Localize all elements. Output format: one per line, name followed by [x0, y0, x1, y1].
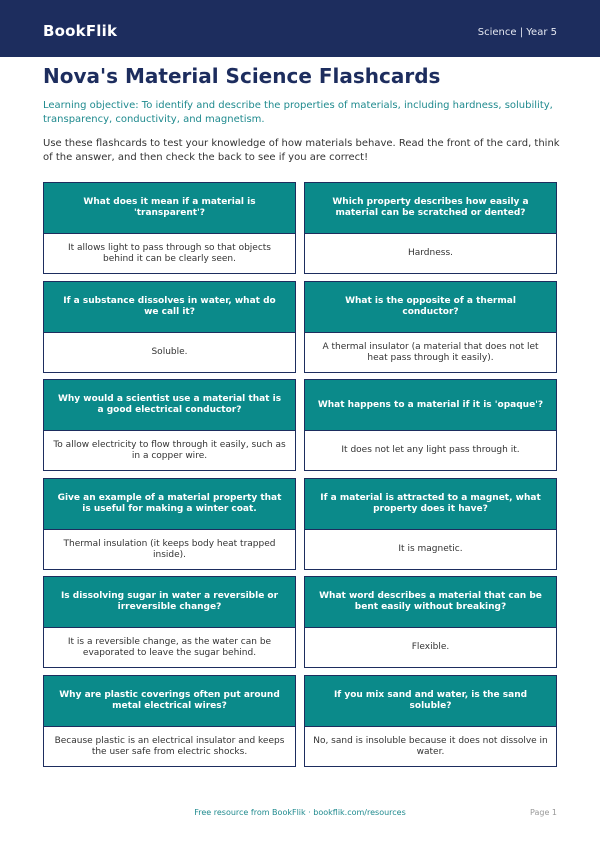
- flashcard-front: If a material is attracted to a magnet, what property does it have?: [305, 479, 556, 529]
- flashcard-front: Is dissolving sugar in water a reversible or irreversible change?: [44, 577, 295, 627]
- flashcard-back: It is magnetic.: [305, 529, 556, 569]
- flashcard[interactable]: [43, 576, 296, 668]
- flashcard[interactable]: [304, 675, 557, 767]
- flashcard[interactable]: [43, 281, 296, 373]
- flashcard-front: If a substance dissolves in water, what do we call it?: [44, 282, 295, 332]
- flashcard-front: What is the opposite of a thermal conductor?: [305, 282, 556, 332]
- flashcard-back: It is a reversible change, as the water can be evaporated to leave the sugar behind.: [44, 627, 295, 667]
- flashcard-back: It allows light to pass through so that objects behind it can be clearly seen.: [44, 233, 295, 273]
- flashcard-back: A thermal insulator (a material that does not let heat pass through it easily).: [305, 332, 556, 372]
- flashcard-front: What word describes a material that can be bent easily without breaking?: [305, 577, 556, 627]
- flashcard-back: Flexible.: [305, 627, 556, 667]
- top-bar: [0, 0, 600, 57]
- flashcard-front: What does it mean if a material is 'transparent'?: [44, 183, 295, 233]
- flashcard-back: Hardness.: [305, 233, 556, 273]
- flashcard[interactable]: [304, 478, 557, 570]
- flashcard[interactable]: [304, 281, 557, 373]
- flashcard-back: Soluble.: [44, 332, 295, 372]
- subject-year-label: Science | Year 5: [477, 27, 557, 38]
- page-number: Page 1: [530, 808, 557, 817]
- flashcard-front: If you mix sand and water, is the sand soluble?: [305, 676, 556, 726]
- flashcard-back: No, sand is insoluble because it does not dissolve in water.: [305, 726, 556, 766]
- flashcard-back: Because plastic is an electrical insulator and keeps the user safe from electric shocks.: [44, 726, 295, 766]
- flashcard-front: Why are plastic coverings often put around metal electrical wires?: [44, 676, 295, 726]
- flashcard-front: What happens to a material if it is 'opaque'?: [305, 380, 556, 430]
- flashcard[interactable]: [43, 379, 296, 471]
- brand-logo[interactable]: BookFlik: [43, 22, 118, 40]
- flashcard-back: It does not let any light pass through it.: [305, 430, 556, 470]
- flashcard[interactable]: [43, 182, 296, 274]
- flashcard-front: Why would a scientist use a material that is a good electrical conductor?: [44, 380, 295, 430]
- flashcard-front: Give an example of a material property that is useful for making a winter coat.: [44, 479, 295, 529]
- flashcard-front: Which property describes how easily a material can be scratched or dented?: [305, 183, 556, 233]
- instructions-text: Use these flashcards to test your knowledge of how materials behave. Read the front of the card, think of the answer, and then check the back to see if you are correct!: [43, 138, 560, 163]
- flashcard[interactable]: [304, 182, 557, 274]
- flashcard-back: Thermal insulation (it keeps body heat trapped inside).: [44, 529, 295, 569]
- flashcard[interactable]: [304, 379, 557, 471]
- learning-objective: Learning objective: To identify and describe the properties of materials, including hardness, solubility, transparency, conductivity, and magnetism.: [43, 100, 553, 125]
- flashcard[interactable]: [43, 675, 296, 767]
- footer-link[interactable]: Free resource from BookFlik · bookflik.com/resources: [194, 808, 406, 817]
- flashcard-back: To allow electricity to flow through it easily, such as in a copper wire.: [44, 430, 295, 470]
- page-title: Nova's Material Science Flashcards: [43, 64, 441, 88]
- flashcard[interactable]: [43, 478, 296, 570]
- flashcard[interactable]: [304, 576, 557, 668]
